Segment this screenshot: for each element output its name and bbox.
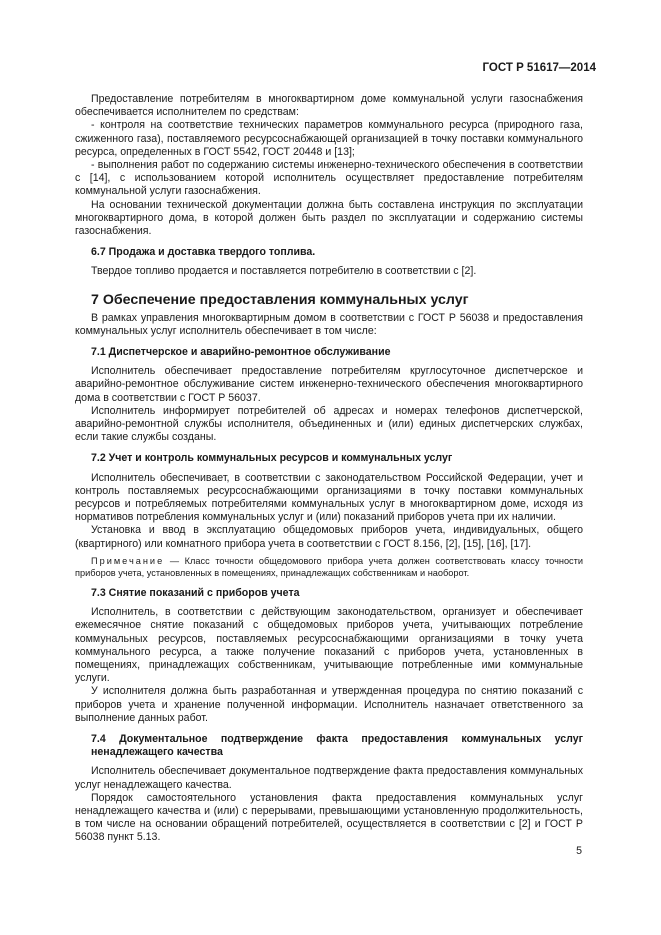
page-number: 5 bbox=[576, 845, 582, 857]
paragraph: Установка и ввод в эксплуатацию общедомовых приборов учета, индивидуальных, общего (квартирного) или комнатного прибора учета в соответствии с ГОСТ 8.156, [2], [15], [16], [17]. bbox=[75, 524, 583, 550]
paragraph: Исполнитель информирует потребителей об адресах и номерах телефонов диспетчерской, аварийно-ремонтной службы исполнителя, объединенных и (или) единых диспетчерских службах, если такие службы созданы. bbox=[75, 404, 583, 444]
note-label: Примечание bbox=[91, 555, 165, 566]
section-heading-6-7: 6.7 Продажа и доставка твердого топлива. bbox=[91, 246, 316, 259]
note bbox=[75, 555, 583, 579]
section-heading-7-3: 7.3 Снятие показаний с приборов учета bbox=[91, 586, 300, 599]
paragraph: Порядок самостоятельного установления факта предоставления коммунальных услуг ненадлежащего качества и (или) с перерывами, превышающими установленную продолжительность, в том числе на основании обращений потребителей, осуществляется в соответствии с [2] и ГОСТ Р 56038 пункт 5.13. bbox=[75, 791, 583, 844]
paragraph: - контроля на соответствие технических параметров коммунального ресурса (природного газа, сжиженного газа), поставляемого ресурсоснабжающей организацией в точку поставки коммунального ресурса, определенных в ГОСТ 5542, ГОСТ 20448 и [13]; bbox=[75, 119, 583, 158]
section-heading-7-4-cont: ненадлежащего качества bbox=[91, 746, 223, 759]
section-heading-7: 7 Обеспечение предоставления коммунальных услуг bbox=[91, 291, 469, 308]
paragraph: Исполнитель, в соответствии с действующим законодательством, организует и обеспечивает ежемесячное снятие показаний с общедомовых приборов учета, учитывающих потребление коммунальных ресурсов, поставляемых ресурсоснабжающими организациями в точку учета коммунального ресурса, а также получение показаний с приборов учета, установленных в помещениях, принадлежащих собственникам, учитывающие потребленные ими коммунальные услуги. bbox=[75, 606, 583, 685]
paragraph: На основании технической документации должна быть составлена инструкция по эксплуатации многоквартирного дома, в которой должен быть раздел по эксплуатации и содержанию системы газоснабжения. bbox=[75, 198, 583, 238]
paragraph: Исполнитель обеспечивает, в соответствии с законодательством Российской Федерации, учет и контроль поставляемых ресурсоснабжающими организациями в точку поставки коммунальных ресурсов и потребляемых потребителями коммунальных услуг в многоквартирном доме, исходя из нормативов потребления коммунальных услуг и (или) показаний приборов учета при их наличии. bbox=[75, 471, 583, 524]
paragraph: Исполнитель обеспечивает предоставление потребителям круглосуточное диспетчерское и аварийно-ремонтное обслуживание систем инженерно-технического обеспечения многоквартирного дома в соответствии с ГОСТ Р 56037. bbox=[75, 365, 583, 404]
document-body bbox=[75, 93, 583, 845]
document-header: ГОСТ Р 51617—2014 bbox=[482, 62, 596, 74]
section-heading-7-1: 7.1 Диспетчерское и аварийно-ремонтное обслуживание bbox=[91, 346, 391, 359]
paragraph: Твердое топливо продается и поставляется потребителю в соответствии с [2]. bbox=[91, 265, 477, 278]
section-heading-7-2: 7.2 Учет и контроль коммунальных ресурсов и коммунальных услуг bbox=[91, 452, 453, 465]
paragraph: Исполнитель обеспечивает документальное подтверждение факта предоставления коммунальных услуг ненадлежащего качества. bbox=[75, 765, 583, 791]
note-text: — Класс точности общедомового прибора учета должен соответствовать классу точности приборов учета, установленных в помещениях, принадлежащих собственникам и наоборот. bbox=[75, 555, 583, 578]
paragraph: Предоставление потребителям в многоквартирном доме коммунальной услуги газоснабжения обеспечивается исполнителем по средствам: bbox=[75, 93, 583, 119]
paragraph: У исполнителя должна быть разработанная и утвержденная процедура по снятию показаний с приборов учета и хранение полученной информации. Исполнитель назначает ответственного за выполнение данных работ. bbox=[75, 685, 583, 724]
paragraph: В рамках управления многоквартирным домом в соответствии с ГОСТ Р 56038 и предоставления коммунальных услуг исполнитель обеспечивает в том числе: bbox=[75, 311, 583, 337]
section-heading-7-4: 7.4 Документальное подтверждение факта предоставления коммунальных услуг bbox=[91, 732, 583, 745]
paragraph: - выполнения работ по содержанию системы инженерно-технического обеспечения в соответствии с [14], с использованием которой исполнитель осуществляет предоставление потребителям коммунальной услуги газоснабжения. bbox=[75, 159, 583, 198]
